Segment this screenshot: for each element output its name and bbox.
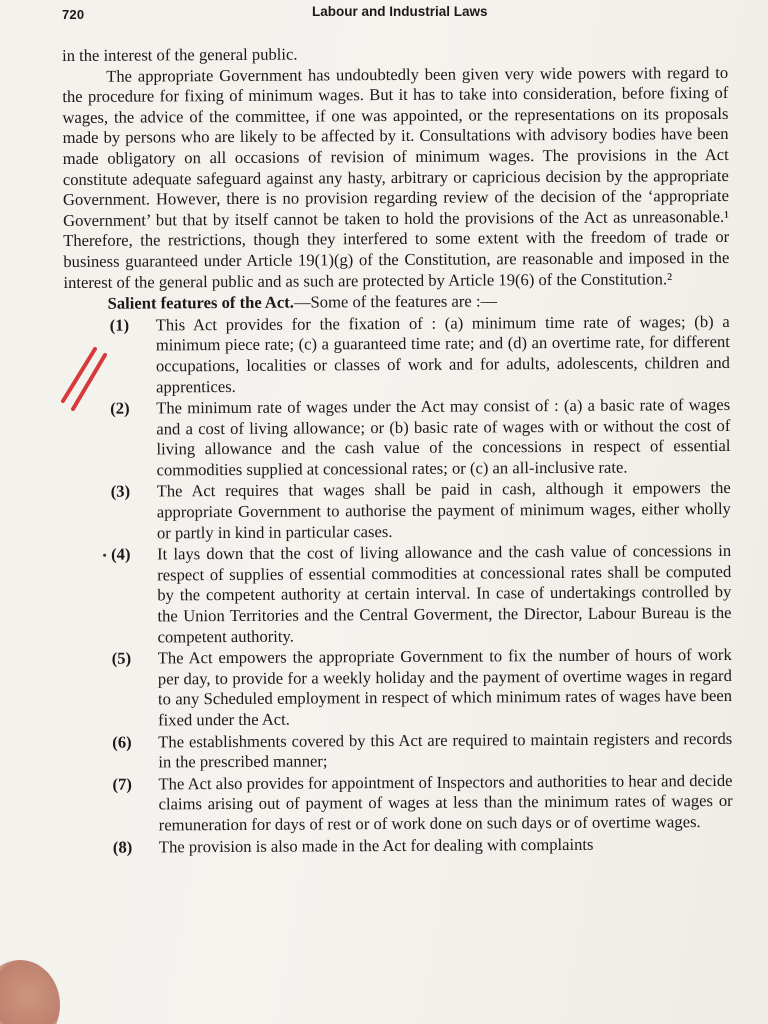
list-item-number: (8) bbox=[112, 837, 133, 857]
list-item bbox=[64, 395, 730, 481]
finger-shadow bbox=[0, 960, 60, 1024]
list-item-number: (7) bbox=[112, 774, 132, 794]
list-item-text: The establishments covered by this Act are required to maintain registers and records in the prescribed manner; bbox=[158, 728, 733, 772]
section-heading-title: Salient features of the Act. bbox=[107, 292, 294, 313]
list-item bbox=[66, 729, 732, 774]
list-item bbox=[66, 771, 732, 837]
list-item bbox=[65, 541, 732, 648]
list-item-number: (1) bbox=[109, 315, 130, 335]
list-item-number: (5) bbox=[111, 648, 132, 668]
list-item-text: The Act empowers the appropriate Government to fix the number of hours of work per day, to provide for a weekly holiday and the payment of overtime wages in regard to any Scheduled employment in respect of which minimum rates of wages have been fixed under the Act. bbox=[157, 645, 733, 730]
list-item bbox=[66, 645, 732, 731]
list-item-number: (3) bbox=[110, 482, 131, 502]
body-text bbox=[62, 42, 733, 858]
page-header bbox=[40, 4, 740, 26]
stray-dot bbox=[103, 554, 106, 557]
list-item-text: It lays down that the cost of living allowance and the cash value of concessions in respect of supplies of essential commodities at concessional rates shall be computed by the competent authority at certain interval. In case of undertakings controlled by the Union Territories and the Central Goverment, the Director, Labour Bureau is the competent authority. bbox=[157, 541, 732, 647]
list-item-number: (6) bbox=[112, 732, 132, 752]
page-number: 720 bbox=[62, 7, 85, 22]
red-double-slash-mark-icon bbox=[55, 345, 115, 415]
section-heading bbox=[108, 290, 730, 314]
opening-line: in the interest of the general public. bbox=[62, 44, 298, 65]
section-heading-lead: —Some of the features are :— bbox=[293, 291, 498, 312]
running-title: Labour and Industrial Laws bbox=[312, 4, 488, 19]
list-item-text: This Act provides for the fixation of : (a) minimum time rate of wages; (b) a minimum piece rate; (c) a guaranteed time rate; and (d) an overtime rate, for different occupations, localities or classes of work and for adults, adolescents, children and apprentices. bbox=[155, 311, 731, 396]
list-item-number: (4) bbox=[111, 544, 131, 564]
list-item bbox=[64, 312, 730, 398]
list-item-text: The minimum rate of wages under the Act may consist of : (a) a basic rate of wages and a cost of living allowance; or (b) basic rate of wages with or without the cost of living allowance and the cash value of the concessions in respect of essential commodities supplied at concessional rates; or (c) an all-inclusive rate. bbox=[156, 395, 731, 480]
list-item-text: The Act also provides for appointment of Inspectors and authorities to hear and decide claims arising out of payment of wages at less than the minimum rates of wages or remuneration for days of rest or of work done on such days or of overtime wages. bbox=[158, 770, 733, 835]
features-list bbox=[64, 312, 733, 858]
list-item bbox=[65, 478, 731, 544]
list-item bbox=[67, 833, 733, 858]
list-item-text: The Act requires that wages shall be paid in cash, although it empowers the appropriate Government to authorise the payment of minimum wages, either wholly or partly in kind in particular cases. bbox=[156, 478, 731, 543]
list-item-text: The provision is also made in the Act for dealing with complaints bbox=[158, 834, 594, 856]
list-item-number: (2) bbox=[110, 398, 130, 418]
main-paragraph: The appropriate Government has undoubtedly been given very wide powers with regard to the procedure for fixing of minimum wages. But it has to take into consideration, before fixing of wages, the advice of the committee, if one was appointed, or the representations on its proposals made by persons who are likely to be affected by it. Consultations with advisory bodies have been made obligatory on all occasions of revision of minimum wages. The provisions in the Act constitute adequate safeguard against any hasty, arbitrary or capricious decision by the appropriate Government. However, there is no provision regarding review of the decision of the ‘appropriate Government’ but that by itself cannot be taken to hold the provisions of the Act as unreasonable.¹ Therefore, the restrictions, though they interfered to some extent with the freedom of trade or business guaranteed under Article 19(1)(g) of the Constitution, are reasonable and imposed in the interest of the general public and as such are protected by Article 19(6) of the Constitution.² bbox=[62, 62, 730, 292]
